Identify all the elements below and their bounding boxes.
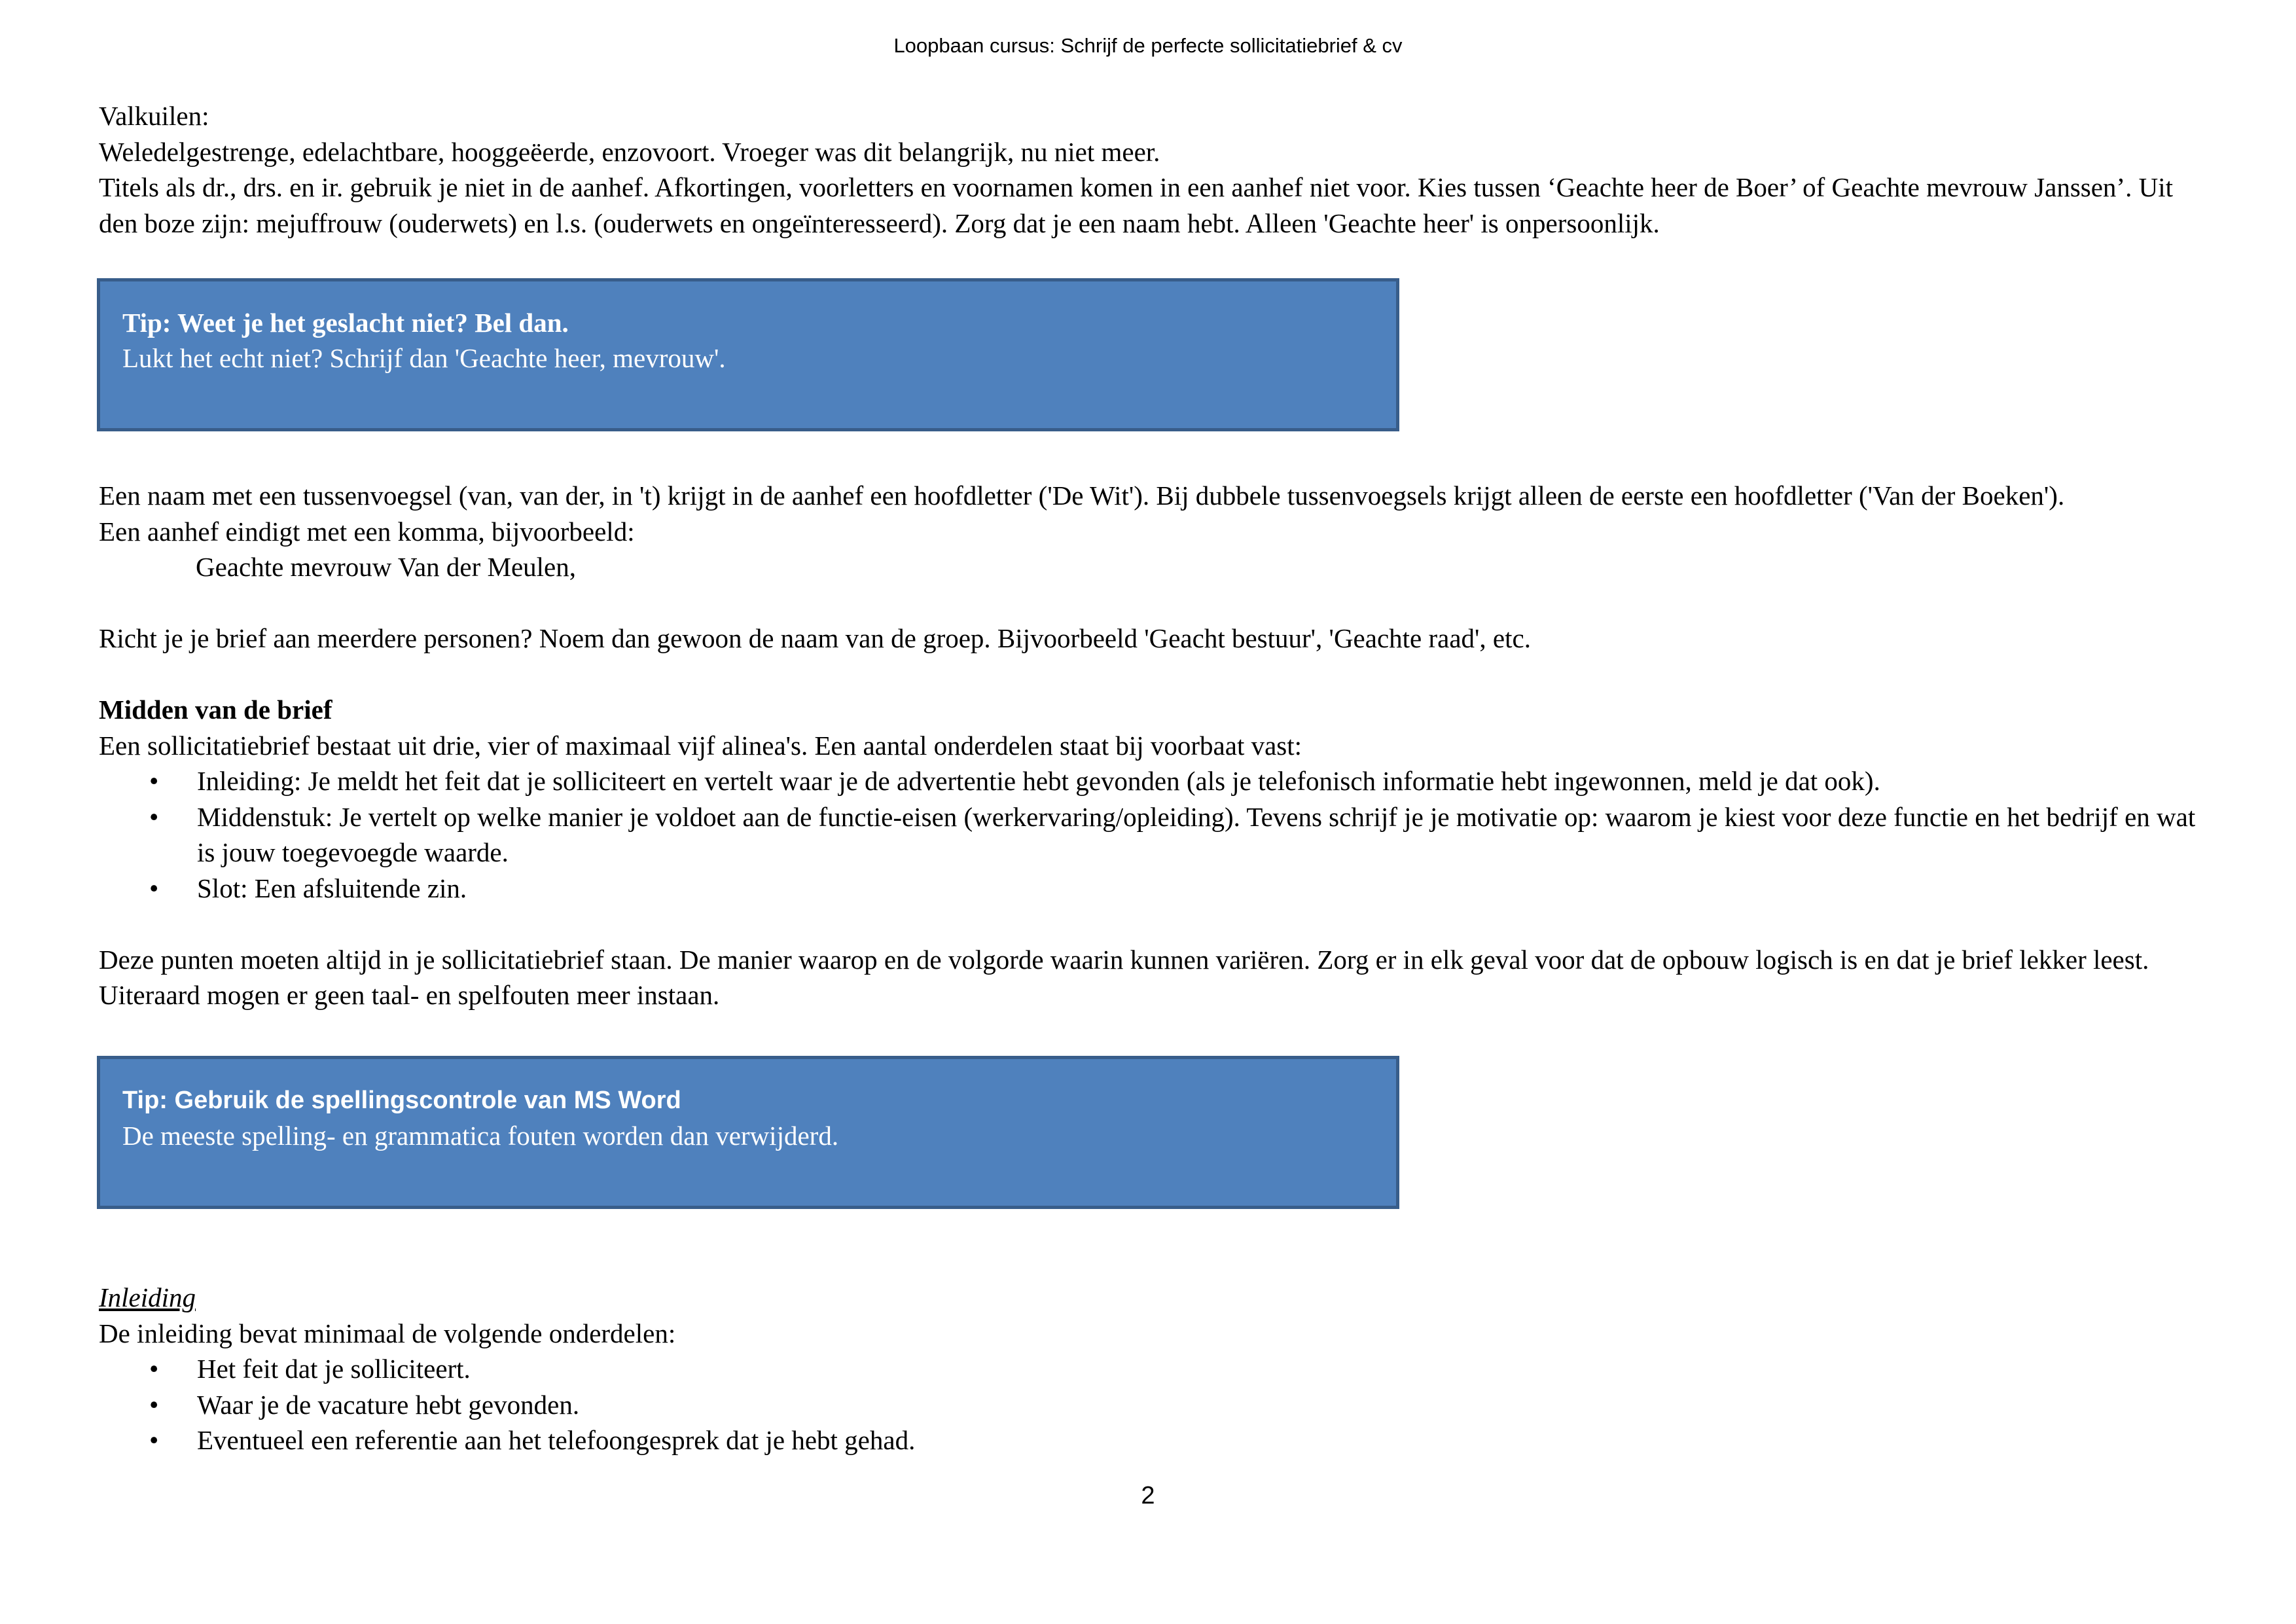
list-item	[99, 799, 2200, 871]
list-item-text: Eventueel een referentie aan het telefoongesprek dat je hebt gehad.	[197, 1425, 916, 1455]
closing-paragraph: Deze punten moeten altijd in je sollicitatiebrief staan. De manier waarop en de volgorde waarin kunnen variëren. Zorg er in elk geval voor dat de opbouw logisch is en dat je brief lekker leest. Uiteraard mogen er geen taal- en spelfouten meer instaan.	[99, 944, 2149, 1010]
tussenvoegsel-paragraph: Een naam met een tussenvoegsel (van, van der, in 't) krijgt in de aanhef een hoofdletter ('De Wit'). Bij dubbele tussenvoegsels krijgt alleen de eerste een hoofdletter ('Van der Boeken').	[99, 480, 2065, 511]
list-item-text: Het feit dat je solliciteert.	[197, 1354, 471, 1384]
body-text-middle	[99, 478, 2200, 1013]
tip-title: Tip: Weet je het geslacht niet? Bel dan.	[122, 308, 569, 338]
komma-paragraph: Een aanhef eindigt met een komma, bijvoorbeeld:	[99, 516, 635, 547]
list-item	[99, 871, 2200, 907]
valkuilen-line: Weledelgestrenge, edelachtbare, hooggeëerde, enzovoort. Vroeger was dit belangrijk, nu niet meer.	[99, 136, 1160, 167]
spacer	[99, 906, 2200, 942]
list-item	[99, 1351, 2200, 1387]
tip-box-spelling	[97, 1056, 1399, 1209]
inleiding-heading: Inleiding	[99, 1282, 196, 1312]
valkuilen-label: Valkuilen:	[99, 101, 209, 131]
tip-text: De meeste spelling- en grammatica fouten worden dan verwijderd.	[122, 1121, 839, 1151]
page-header: Loopbaan cursus: Schrijf de perfecte sollicitatiebrief & cv	[893, 34, 1403, 57]
body-text-bottom	[99, 1280, 2200, 1458]
spacer	[99, 585, 2200, 621]
meerdere-personen-paragraph: Richt je je brief aan meerdere personen? Noem dan gewoon de naam van de groep. Bijvoorbeeld 'Geacht bestuur', 'Geachte raad', etc.	[99, 623, 1531, 653]
list-item	[99, 763, 2200, 799]
list-item	[99, 1387, 2200, 1423]
inleiding-intro: De inleiding bevat minimaal de volgende onderdelen:	[99, 1318, 676, 1348]
list-item-text: Middenstuk: Je vertelt op welke manier je voldoet aan de functie-eisen (werkervaring/opleiding). Tevens schrijf je je motivatie op: waarom je kiest voor deze functie en het bedrijf en wat is jouw toegevoegde waarde.	[197, 801, 2196, 867]
bullet-icon: •	[149, 801, 159, 832]
body-text-top	[99, 98, 2200, 241]
list-item-text: Slot: Een afsluitende zin.	[197, 873, 467, 903]
midden-heading: Midden van de brief	[99, 695, 332, 725]
list-item	[99, 1422, 2200, 1458]
list-item-text: Waar je de vacature hebt gevonden.	[197, 1389, 580, 1420]
aanhef-example: Geachte mevrouw Van der Meulen,	[196, 552, 577, 582]
titels-paragraph: Titels als dr., drs. en ir. gebruik je niet in de aanhef. Afkortingen, voorletters en voornamen komen in een aanhef niet voor. Kies tussen ‘Geachte heer de Boer’ of Geachte mevrouw Janssen’. Uit den boze zijn: mejuffrouw (ouderwets) en l.s. (ouderwets en ongeïnteresseerd). Zorg dat je een naam hebt. Alleen 'Geachte heer' is onpersoonlijk.	[99, 172, 2173, 238]
tip-box-geslacht	[97, 278, 1399, 431]
bullet-icon: •	[149, 1354, 159, 1384]
bullet-icon: •	[149, 873, 159, 903]
inleiding-bullet-list	[99, 1351, 2200, 1458]
midden-bullet-list	[99, 763, 2200, 906]
bullet-icon: •	[149, 1425, 159, 1455]
bullet-icon: •	[149, 766, 159, 796]
tip-title: Tip: Gebruik de spellingscontrole van MS Word	[122, 1087, 681, 1114]
page-number: 2	[1141, 1482, 1155, 1509]
tip-text: Lukt het echt niet? Schrijf dan 'Geachte heer, mevrouw'.	[122, 343, 726, 373]
list-item-text: Inleiding: Je meldt het feit dat je solliciteert en vertelt waar je de advertentie hebt gevonden (als je telefonisch informatie hebt ingewonnen, meld je dat ook).	[197, 766, 1880, 796]
bullet-icon: •	[149, 1389, 159, 1420]
spacer	[99, 657, 2200, 693]
midden-intro: Een sollicitatiebrief bestaat uit drie, vier of maximaal vijf alinea's. Een aantal onderdelen staat bij voorbaat vast:	[99, 730, 1302, 761]
